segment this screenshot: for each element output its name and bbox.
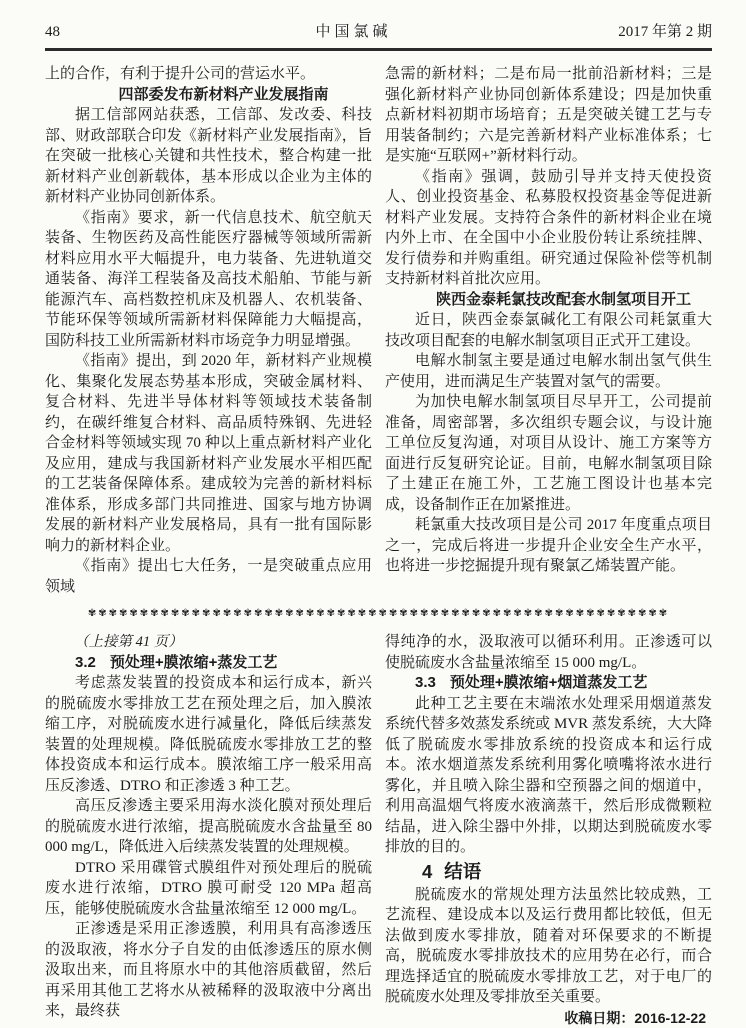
received-date: 收稿日期：2016-12-22 (385, 1008, 712, 1028)
header-rule (45, 48, 712, 51)
body-paragraph: 高压反渗透主要采用海水淡化膜对预处理后的脱硫废水进行浓缩，提高脱硫废水含盐量至 80 000 mg/L，降低进入后续蒸发装置的处理规模。 (45, 796, 372, 858)
section-title: 结语 (444, 861, 481, 882)
section-heading-3-3 (385, 673, 712, 694)
section-number: 3.3 (415, 674, 436, 691)
lower-left-column (45, 632, 372, 1028)
news2-paragraph: 耗氯重大技改项目是公司 2017 年度重点项目之一，完成后将进一步提升企业安全生产水平，也将进一步挖掘提升现有聚氯乙烯装置产能。 (385, 515, 712, 577)
section-title: 预处理+膜浓缩+蒸发工艺 (110, 654, 278, 671)
news2-paragraph: 近日，陕西金泰氯碱化工有限公司耗氯重大技改项目配套的电解水制氢项目正式开工建设。 (385, 310, 712, 351)
upper-right-column (385, 64, 712, 597)
body-paragraph-continued: 得纯净的水，汲取液可以循环利用。正渗透可以使脱硫废水含盐量浓缩至 15 000 mg/L。 (385, 632, 712, 673)
news2-paragraph: 为加快电解水制氢项目尽早开工，公司提前准备，周密部署，多次组织专题会议，与设计施工单位反复沟通，对项目从设计、施工方案等方面进行反复研究论证。目前，电解水制氢项目除了土建正在施工外，工艺施工图设计也基本完成，设备制作正在加紧推进。 (385, 392, 712, 515)
news1-paragraph: 《指南》要求，新一代信息技术、航空航天装备、生物医药及高性能医疗器械等领域所需新材料应用水平大幅提升，电力装备、先进轨道交通装备、海洋工程装备及高技术船舶、节能与新能源汽车、高档数控机床及机器人、农机装备、节能环保等领域所需新材料保障能力大幅提高，国防科技工业所需新材料市场竞争力明显增强。 (45, 208, 372, 352)
body-paragraph: 脱硫废水的常规处理方法虽然比较成熟，工艺流程、建设成本以及运行费用都比较低，但无法做到废水零排放，随着对环保要求的不断提高，脱硫废水零排放技术的应用势在必行，而合理选择适宜的脱硫废水零排放工艺，对于电厂的脱硫废水处理及零排放至关重要。 (385, 885, 712, 1008)
news2-title: 陕西金泰耗氯技改配套水制氢项目开工 (385, 290, 712, 311)
issue-label: 2017 年第 2 期 (592, 20, 712, 41)
ornamental-divider: ✾✾✾✾✾✾✾✾✾✾✾✾✾✾✾✾✾✾✾✾✾✾✾✾✾✾✾✾✾✾✾✾✾✾✾✾✾✾✾✾✾✾✾✾✾✾✾✾✾✾✾✾✾✾✾✾ (45, 608, 712, 619)
section-heading-4 (385, 858, 712, 885)
news1-paragraph: 《指南》提出，到 2020 年，新材料产业规模化、集聚化发展态势基本形成，突破金属材料、复合材料、先进半导体材料等领域技术装备制约，在碳纤维复合材料、高品质特殊钢、先进轻合金材料等领域实现 70 种以上重点新材料产业化及应用，建成与我国新材料产业发展水平相匹配的工艺装备保障体系。建成较为完善的新材料标准体系，形成多部门共同推进、国家与地方协调发展的新材料产业发展格局，具有一批有国际影响力的新材料企业。 (45, 351, 372, 556)
news1-paragraph: 《指南》强调，鼓励引导并支持天使投资人、创业投资基金、私募股权投资基金等促进新材料产业发展。支持符合条件的新材料企业在境内外上市、在全国中小企业股份转让系统挂牌、发行债券和并购重组。研究通过保险补偿等机制支持新材料首批次应用。 (385, 167, 712, 290)
news1-paragraph: 据工信部网站获悉，工信部、发改委、科技部、财政部联合印发《新材料产业发展指南》，旨在突破一批核心关键和共性技术，整合构建一批新材料产业创新载体，基本形成以企业为主体的新材料产业协同创新体系。 (45, 105, 372, 208)
news1-paragraph: 《指南》提出七大任务，一是突破重点应用领域 (45, 556, 372, 597)
body-paragraph: 考虑蒸发装置的投资成本和运行成本，新兴的脱硫废水零排放工艺在预处理之后，加入膜浓缩工序，对脱硫废水进行减量化，降低后续蒸发装置的处理规模。降低脱硫废水零排放工艺的整体投资成本和运行成本。膜浓缩工序一般采用高压反渗透、DTRO 和正渗透 3 种工艺。 (45, 673, 372, 796)
body-paragraph: DTRO 采用碟管式膜组件对预处理后的脱硫废水进行浓缩，DTRO 膜可耐受 120 MPa 超高压，能够使脱硫废水含盐量浓缩至 12 000 mg/L。 (45, 858, 372, 920)
lower-right-column (385, 632, 712, 1028)
news-continuation-line: 上的合作，有利于提升公司的营运水平。 (45, 64, 372, 85)
section-number: 4 (422, 861, 432, 882)
lower-section (45, 632, 712, 1028)
upper-left-column (45, 64, 372, 597)
section-title: 预处理+膜浓缩+烟道蒸发工艺 (450, 674, 648, 691)
section-number: 3.2 (75, 654, 96, 671)
running-head (45, 20, 712, 41)
journal-title: 中国氯碱 (115, 20, 592, 41)
news1-paragraph-continued: 急需的新材料；二是布局一批前沿新材料；三是强化新材料产业协同创新体系建设；四是加快重点新材料初期市场培育；五是突破关键工艺与专用装备制约；六是完善新材料产业标准体系；七是实施“互联网+”新材料行动。 (385, 64, 712, 167)
page-number: 48 (45, 24, 115, 41)
news1-title: 四部委发布新材料产业发展指南 (45, 85, 372, 106)
upper-section (45, 64, 712, 597)
section-heading-3-2 (45, 653, 372, 674)
news2-paragraph: 电解水制氢主要是通过电解水制出氢气供生产使用，进而满足生产装置对氢气的需要。 (385, 351, 712, 392)
body-paragraph: 此种工艺主要在末端浓水处理采用烟道蒸发系统代替多效蒸发系统或 MVR 蒸发系统，大大降低了脱硫废水零排放系统的投资成本和运行成本。浓水烟道蒸发系统利用雾化喷嘴将浓水进行雾化，并且喷入除尘器和空预器之间的烟道中，利用高温烟气将废水液滴蒸干，然后形成微颗粒结晶，进入除尘器中外排，以期达到脱硫废水零排放的目的。 (385, 694, 712, 858)
body-paragraph: 正渗透是采用正渗透膜，利用具有高渗透压的汲取液，将水分子自发的由低渗透压的原水侧汲取出来，而且将原水中的其他溶质截留，然后再采用其他工艺将水从被稀释的汲取液中分离出来，最终获 (45, 919, 372, 1022)
continued-from-note: （上接第 41 页） (45, 632, 372, 653)
